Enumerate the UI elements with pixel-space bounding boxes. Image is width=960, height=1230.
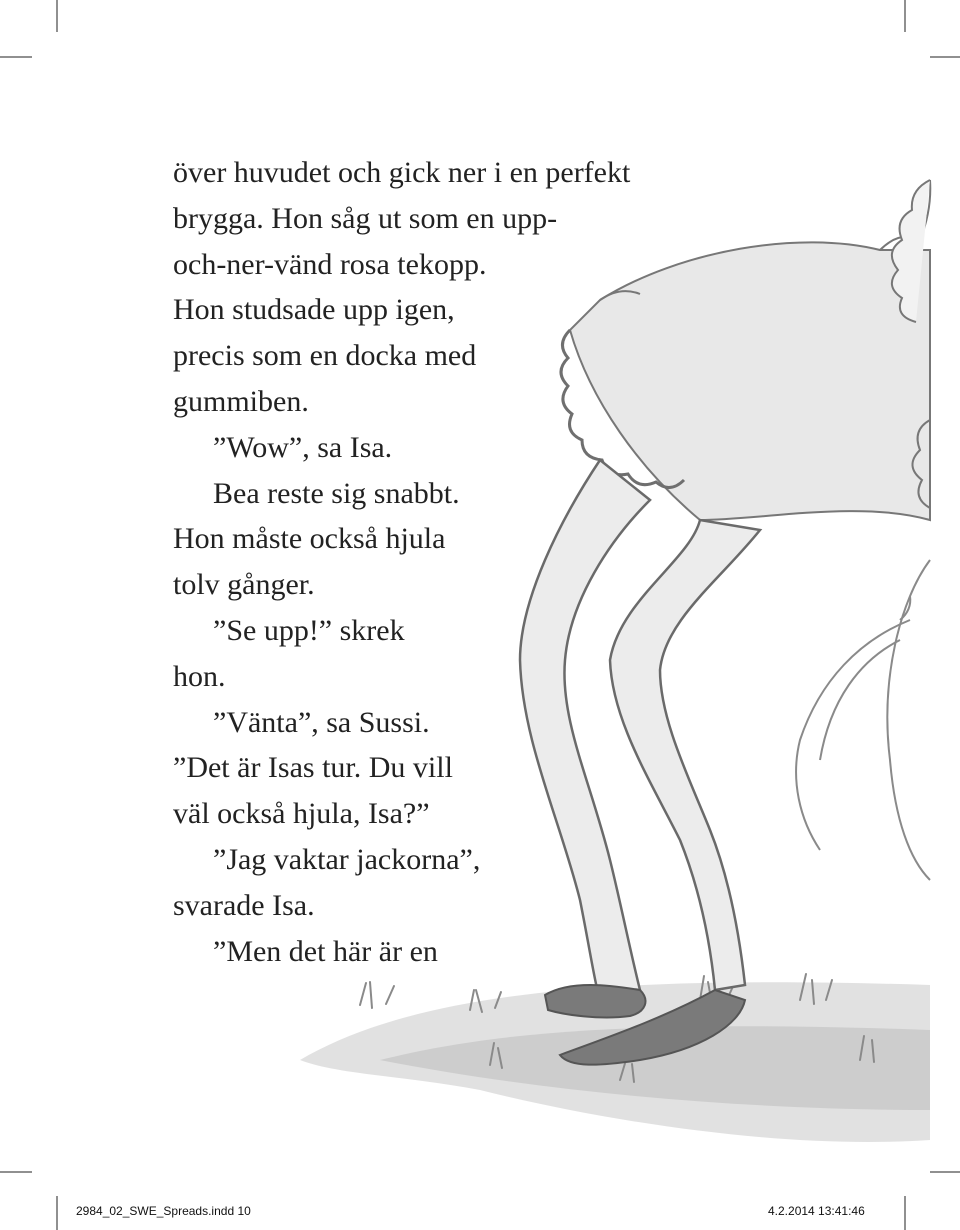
slug-file-info: 2984_02_SWE_Spreads.indd 10 xyxy=(76,1204,251,1218)
story-line: ”Men det här är en xyxy=(213,934,438,968)
story-line: brygga. Hon såg ut som en upp- xyxy=(173,201,558,235)
story-line: Hon studsade upp igen, xyxy=(173,293,455,327)
story-line: svarade Isa. xyxy=(173,888,315,922)
story-line: väl också hjula, Isa?” xyxy=(173,797,430,831)
story-line: precis som en docka med xyxy=(173,339,477,373)
slug-timestamp: 4.2.2014 13:41:46 xyxy=(768,1204,865,1218)
story-line: ”Wow”, sa Isa. xyxy=(213,430,393,464)
story-line: tolv gånger. xyxy=(173,568,315,602)
legs xyxy=(520,460,760,1000)
story-line: ”Se upp!” skrek xyxy=(213,614,405,647)
hair-tuft xyxy=(796,560,930,880)
story-line: gummiben. xyxy=(173,385,309,418)
story-line: hon. xyxy=(173,659,226,693)
story-line: Hon måste också hjula xyxy=(173,522,446,556)
skirt xyxy=(561,180,930,520)
story-line: ”Det är Isas tur. Du vill xyxy=(173,751,453,785)
story-line: och-ner-vänd rosa tekopp. xyxy=(173,247,487,281)
story-line: ”Vänta”, sa Sussi. xyxy=(213,705,430,739)
story-line: ”Jag vaktar jackorna”, xyxy=(213,843,481,876)
story-line: över huvudet och gick ner i en perfekt xyxy=(173,156,631,189)
story-line: Bea reste sig snabbt. xyxy=(213,476,460,510)
